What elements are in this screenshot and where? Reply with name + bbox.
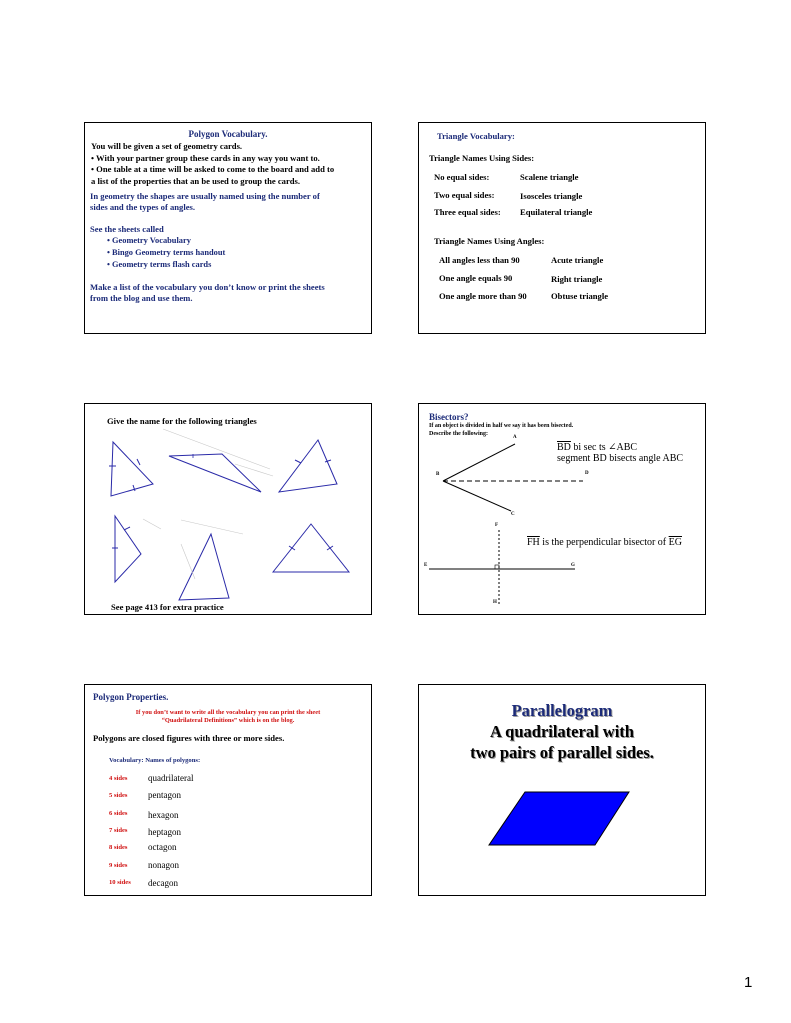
- practice-note: See page 413 for extra practice: [111, 602, 224, 612]
- point-label-g: G: [571, 563, 575, 568]
- slide-title: Polygon Properties.: [93, 692, 169, 702]
- list-item: • Geometry terms flash cards: [107, 260, 212, 269]
- triangle-2: [169, 454, 261, 492]
- polygon-name: hexagon: [148, 810, 179, 820]
- point-label-f: F: [495, 523, 499, 528]
- instruction-line: You will be given a set of geometry cards.: [91, 141, 243, 151]
- slide-title: Triangle Vocabulary:: [437, 131, 515, 141]
- side-desc: Two equal sides:: [434, 190, 495, 200]
- slide-parallelogram: [418, 684, 706, 896]
- sides-count: 5 sides: [109, 792, 128, 799]
- see-heading: See the sheets called: [90, 224, 164, 234]
- page-number: 1: [744, 974, 753, 991]
- triangle-3: [279, 440, 337, 492]
- paragraph-line: Make a list of the vocabulary you don’t know or print the sheets: [90, 282, 325, 292]
- side-name: Isosceles triangle: [520, 191, 583, 201]
- polygon-name: pentagon: [148, 790, 181, 800]
- sides-count: 6 sides: [109, 810, 128, 817]
- triangle-6: [273, 524, 349, 572]
- bisector-diagram: [419, 404, 706, 615]
- angle-desc: One angle equals 90: [439, 273, 513, 283]
- angle-name: Right triangle: [551, 274, 603, 284]
- sheet-list: [107, 235, 225, 271]
- segment-bd: $\overline{BD}$: [557, 442, 571, 453]
- bd-statement: [557, 442, 637, 453]
- slide-bisectors: [418, 403, 706, 615]
- point-label-b: B: [436, 472, 440, 477]
- angle-desc: One angle more than 90: [439, 291, 527, 301]
- slide-title: Parallelogram: [511, 701, 613, 720]
- slide-title: Polygon Vocabulary.: [188, 129, 268, 139]
- parallelogram-shape: [489, 792, 629, 845]
- point-label-e: E: [424, 563, 428, 568]
- parallelogram-figure: [419, 685, 706, 896]
- definition-line: two pairs of parallel sides.: [470, 743, 654, 762]
- segment-fh: $\overline{FH}$: [527, 537, 540, 548]
- triangle-1: [111, 442, 153, 496]
- polygon-name: octagon: [148, 842, 177, 852]
- polygon-name: decagon: [148, 878, 178, 888]
- bd-text: bi sec ts ∠ABC: [570, 442, 638, 453]
- point-label-d: D: [585, 471, 589, 476]
- list-item: • Bingo Geometry terms handout: [107, 248, 226, 257]
- bd-explanation: segment BD bisects angle ABC: [557, 453, 684, 464]
- polygon-name: heptagon: [148, 827, 181, 837]
- vocab-heading: Vocabulary: Names of polygons:: [109, 757, 201, 764]
- sides-heading: Triangle Names Using Sides:: [429, 153, 535, 163]
- sides-count: 9 sides: [109, 862, 128, 869]
- print-note-line: If you don’t want to write all the vocabulary you can print the sheet: [135, 709, 321, 716]
- print-note-line: “Quadrilateral Definitions” which is on the blog.: [161, 717, 295, 724]
- slide-polygon-vocabulary: [84, 122, 372, 334]
- triangle-4: [115, 516, 141, 582]
- instruction-line: • One table at a time will be asked to come to the board and add to: [91, 164, 335, 174]
- triangle-figures: [85, 404, 372, 615]
- list-item: • Geometry Vocabulary: [107, 236, 191, 245]
- fh-statement: [527, 537, 682, 548]
- angle-name: Acute triangle: [551, 255, 604, 265]
- paragraph-line: from the blog and use them.: [90, 293, 193, 303]
- side-name: Scalene triangle: [520, 172, 579, 182]
- angle-name: Obtuse triangle: [551, 291, 609, 301]
- point-label-c: C: [511, 512, 515, 517]
- angles-heading: Triangle Names Using Angles:: [434, 236, 545, 246]
- point-label-h: H: [493, 600, 497, 605]
- slide-name-triangles: [84, 403, 372, 615]
- definition-line: A quadrilateral with: [490, 722, 634, 741]
- bisect-definition: If an object is divided in half we say it has been bisected.: [429, 423, 574, 429]
- sides-count: 7 sides: [109, 827, 128, 834]
- instruction-line: a list of the properties that an be used to group the cards.: [91, 176, 301, 186]
- point-label-a: A: [513, 435, 517, 440]
- sides-count: 10 sides: [109, 879, 131, 886]
- angle-desc: All angles less than 90: [439, 255, 520, 265]
- slide-title: Give the name for the following triangles: [107, 416, 257, 426]
- side-desc: No equal sides:: [434, 172, 490, 182]
- paragraph-line: sides and the types of angles.: [90, 202, 196, 212]
- instruction-line: • With your partner group these cards in any way you want to.: [91, 153, 320, 163]
- sides-count: 8 sides: [109, 844, 128, 851]
- polygon-statement: Polygons are closed figures with three or more sides.: [93, 733, 285, 743]
- slide-polygon-properties: [84, 684, 372, 896]
- side-name: Equilateral triangle: [520, 207, 593, 217]
- sides-count: 4 sides: [109, 775, 128, 782]
- polygon-name: quadrilateral: [148, 773, 194, 783]
- describe-prompt: Describe the following:: [429, 431, 488, 437]
- slide-title: Bisectors?: [429, 412, 469, 422]
- fh-text: is the perpendicular bisector of: [539, 537, 669, 548]
- slide-triangle-vocabulary: [418, 122, 706, 334]
- polygon-name: nonagon: [148, 860, 179, 870]
- triangle-5: [179, 534, 229, 600]
- side-desc: Three equal sides:: [434, 207, 501, 217]
- segment-eg: $\overline{EG}$: [668, 537, 682, 548]
- paragraph-line: In geometry the shapes are usually named using the number of: [90, 191, 320, 201]
